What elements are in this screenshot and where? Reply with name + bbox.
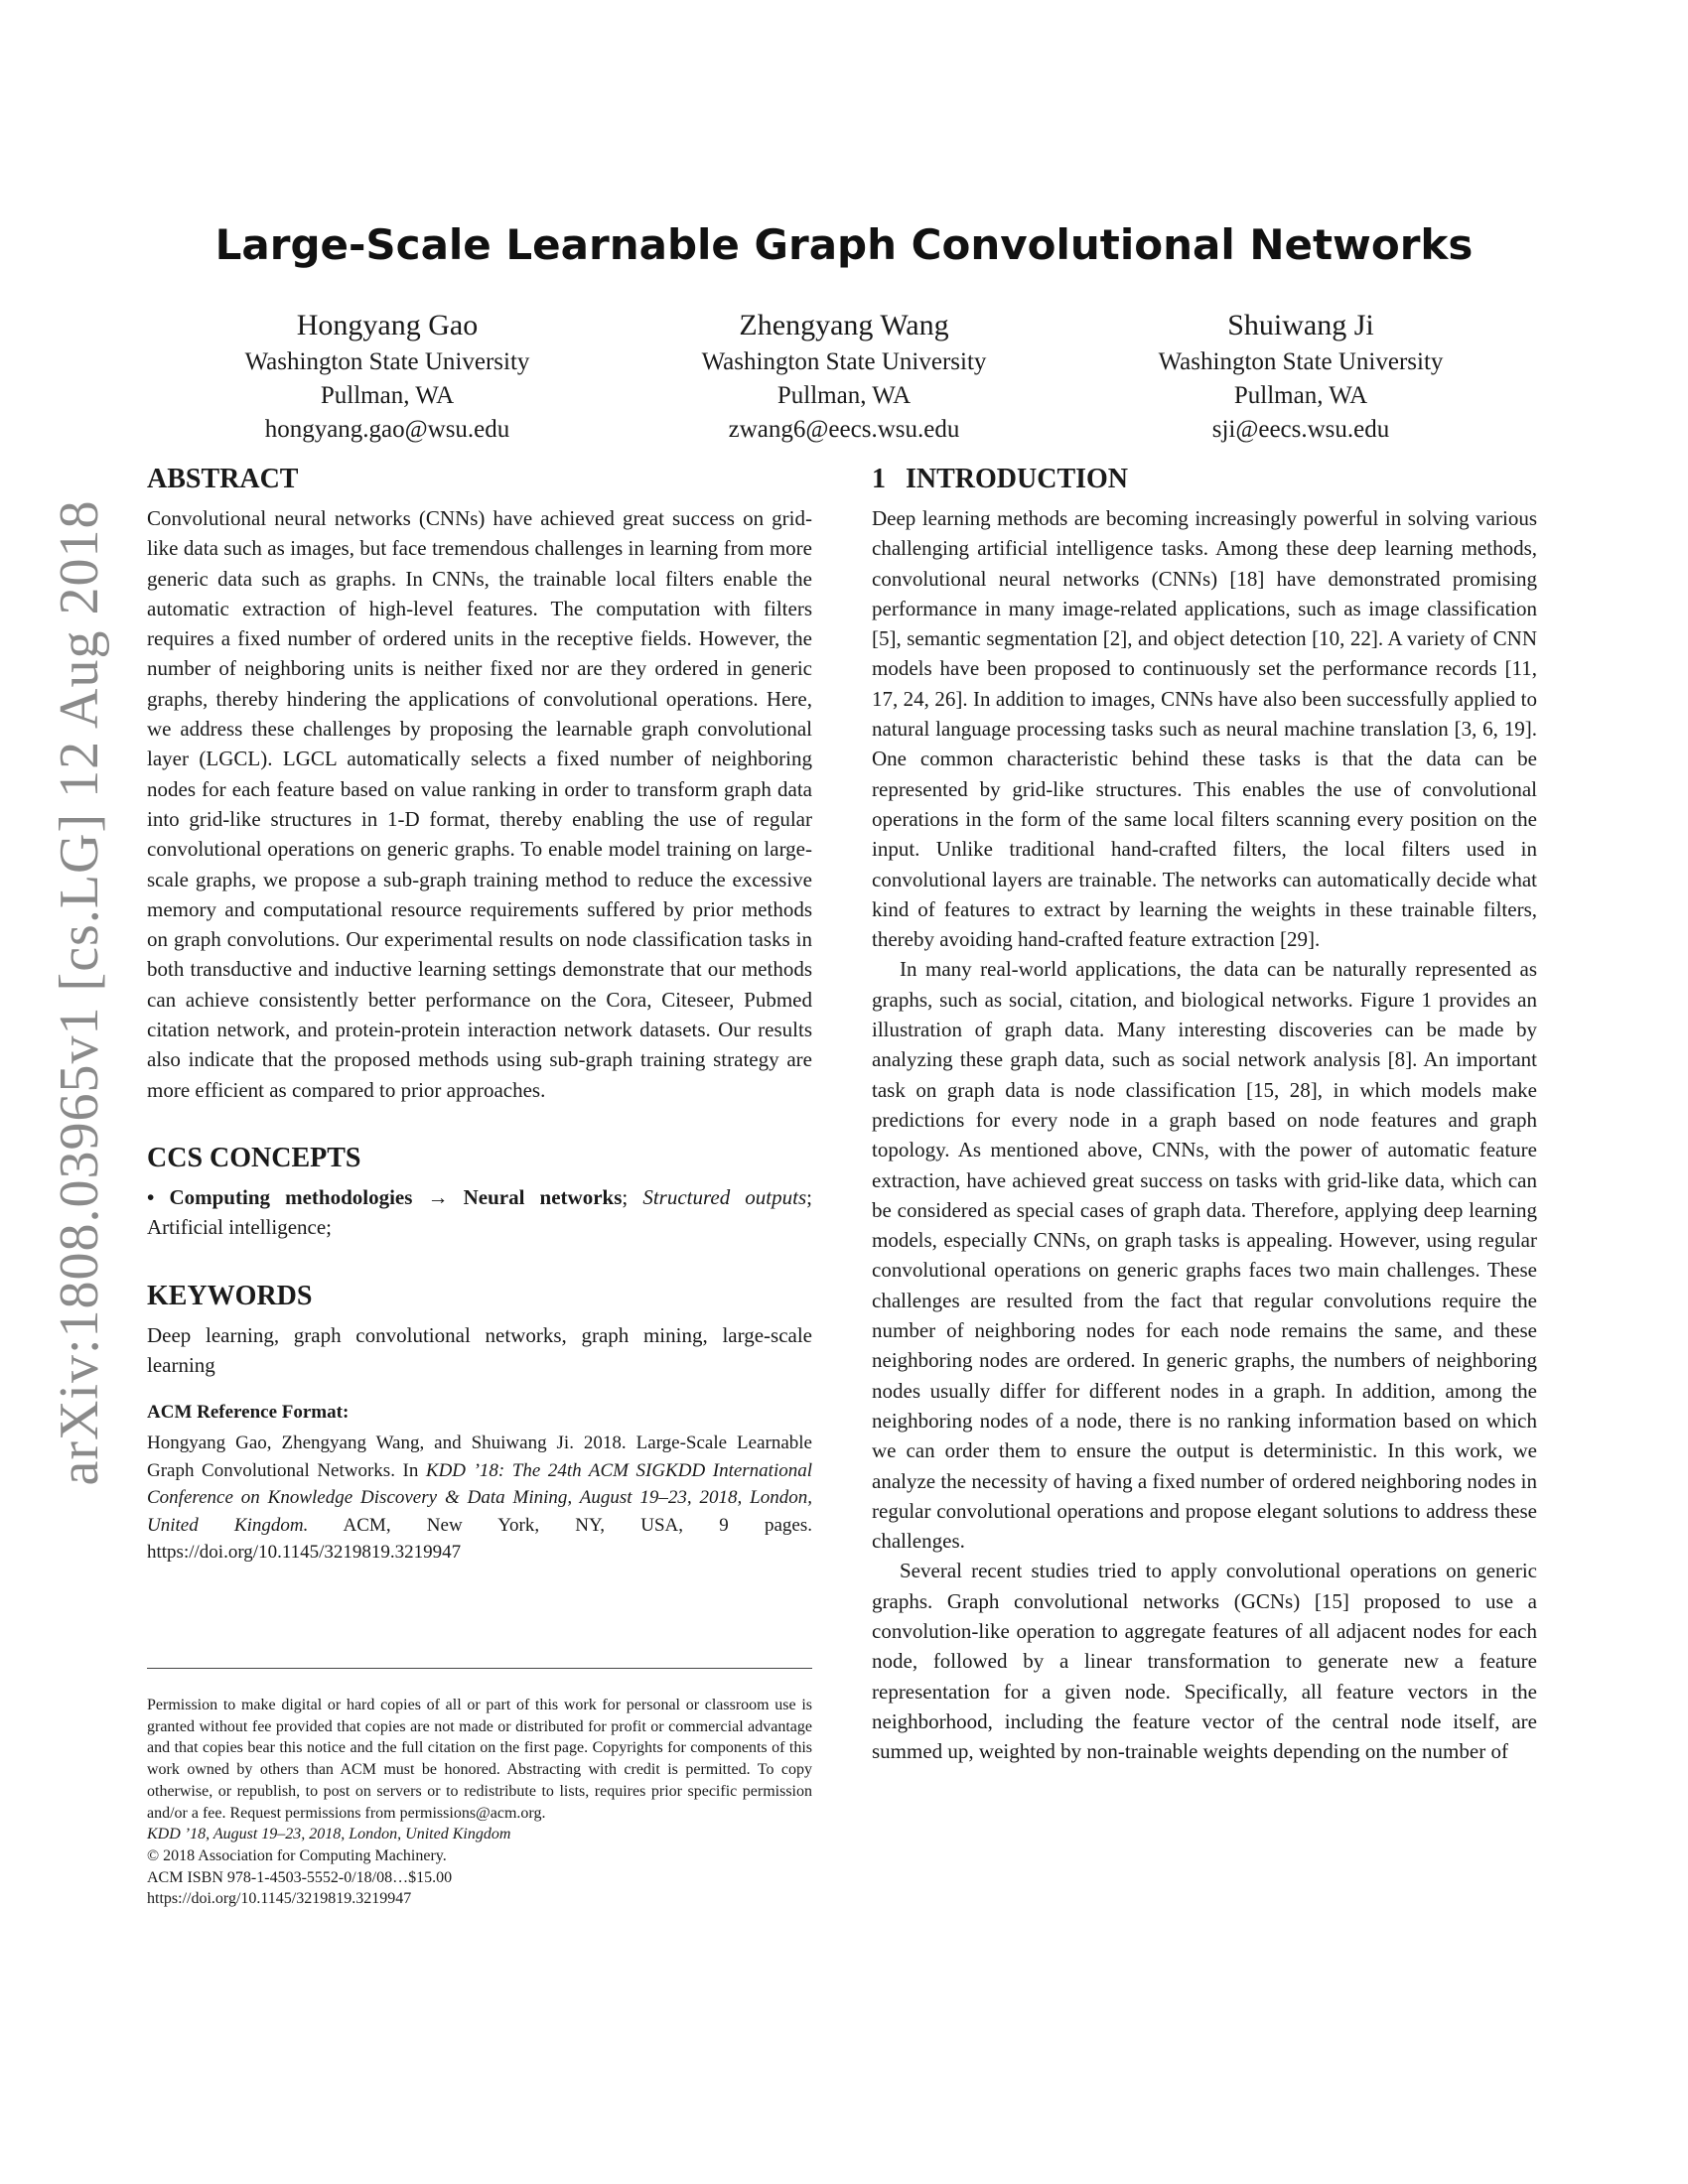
right-column — [872, 462, 1537, 1766]
acm-reference-text: Hongyang Gao, Zhengyang Wang, and Shuiwang Ji. 2018. Large-Scale Learnable Graph Convolutional Networks. In KDD ’18: The 24th ACM SIGKDD International Conference on Knowledge Discovery & Data Mining, August 19–23, 2018, London, United Kingdom. ACM, New York, NY, USA, 9 pages. https://doi.org/10.1145/3219819.3219947 — [147, 1433, 813, 1564]
author-affiliation: Washington State University — [701, 348, 987, 375]
ccs-concepts: • Computing methodologies → Neural networks; Structured outputs; Artificial intelligence; — [147, 1184, 812, 1240]
keywords-text: Deep learning, graph convolutional networks, graph mining, large-scale learning — [147, 1322, 812, 1377]
ccs-concept-secondary: Structured outputs — [642, 1184, 807, 1209]
footnote-divider — [147, 1668, 812, 1669]
ccs-bullet: • — [147, 1184, 155, 1209]
intro-paragraph: Deep learning methods are becoming increasingly powerful in solving various challenging artificial intelligence tasks. Among these deep learning methods, convolutional neural networks (CNNs) [18] have demonstrated promising performance in many image-related applications, such as image classification [5], semantic segmentation [2], and object detection [10, 22]. A variety of CNN models have been proposed to continuously set the performance records [11, 17, 24, 26]. In addition to images, CNNs have also been successfully applied to natural language processing tasks such as neural machine translation [3, 6, 19]. One common characteristic behind these tasks is that the data can be represented by grid-like structures. This enables the use of convolutional operations in the form of the same local filters scanning every position on the input. Unlike traditional hand-crafted filters, the local filters used in convolutional layers are trainable. The networks can automatically decide what kind of features to extract by learning the weights in these trainable filters, thereby avoiding hand-crafted feature extraction [29]. — [872, 506, 1537, 952]
arxiv-stamp: arXiv:1808.03965v1 [cs.LG] 12 Aug 2018 — [49, 499, 110, 1486]
author-email[interactable]: sji@eecs.wsu.edu — [1211, 416, 1390, 443]
author-location: Pullman, WA — [776, 382, 912, 409]
acm-reference-venue: KDD ’18: The 24th ACM SIGKDD International Conference on Knowledge Discovery & Data Mining, August 19–23, 2018, London, United Kingdom. — [147, 1459, 813, 1536]
ccs-concept-primary: Computing methodologies → Neural networks — [169, 1184, 623, 1209]
intro-paragraph: In many real-world applications, the data can be naturally represented as graphs, such as social, citation, and biological networks. Figure 1 provides an illustration of graph data. Many interesting discoveries can be made by analyzing these graph data, such as social network analysis [8]. An important task on graph data is node classification [15, 28], in which models make predictions for every node in a graph based on node features and graph topology. As mentioned above, CNNs, with the power of automatic feature extraction, have achieved great success on tasks with grid-like data, which can be considered as special cases of graph data. Therefore, applying deep learning models, especially CNNs, on graph tasks is appealing. However, using regular convolutional operations on generic graphs faces two main challenges. These challenges are resulted from the fact that regular convolutions require the number of neighboring nodes for each node remains the same, and these neighboring nodes are ordered. In generic graphs, the numbers of neighboring nodes usually differ for different nodes in a graph. In addition, among the neighboring nodes of a node, there is no ranking information based on which we can order them to ensure the output is deterministic. In this work, we analyze the necessity of having a fixed number of ordered neighboring nodes in regular convolutional operations and propose elegant solutions to address these challenges. — [872, 957, 1537, 1554]
author-block — [1102, 306, 1499, 447]
left-column — [147, 462, 812, 1567]
author-location: Pullman, WA — [320, 382, 455, 409]
author-name: Zhengyang Wang — [739, 309, 949, 341]
section-title: INTRODUCTION — [906, 464, 1129, 494]
acm-reference-heading: ACM Reference Format: — [147, 1402, 350, 1424]
footnote-doi[interactable]: https://doi.org/10.1145/3219819.3219947 — [147, 1890, 412, 1908]
author-affiliation: Washington State University — [1158, 348, 1444, 375]
permission-footnote — [147, 1695, 812, 1910]
author-name: Hongyang Gao — [296, 309, 479, 341]
author-email[interactable]: hongyang.gao@wsu.edu — [264, 416, 510, 443]
keywords-heading: KEYWORDS — [147, 1280, 313, 1311]
footnote-conference: KDD ’18, August 19–23, 2018, London, United Kingdom — [147, 1826, 511, 1843]
author-email[interactable]: zwang6@eecs.wsu.edu — [728, 416, 960, 443]
author-affiliation: Washington State University — [244, 348, 530, 375]
section-number: 1 — [872, 464, 886, 494]
author-block — [189, 306, 586, 447]
paper-title: Large-Scale Learnable Graph Convolutional Networks — [214, 220, 1474, 269]
intro-paragraph: Several recent studies tried to apply convolutional operations on generic graphs. Graph convolutional networks (GCNs) [15] proposed to use a convolution-like operation to aggregate features of all adjacent nodes for each node, followed by a linear transformation to generate new a feature representation for a given node. Specifically, all feature vectors in the neighborhood, including the feature vector of the central node itself, are summed up, weighted by non-trainable weights depending on the number of — [872, 1559, 1537, 1764]
section-heading-introduction — [872, 462, 1537, 497]
author-block — [645, 306, 1043, 447]
abstract-heading: ABSTRACT — [147, 464, 299, 494]
author-name: Shuiwang Ji — [1227, 309, 1374, 341]
abstract-text: Convolutional neural networks (CNNs) have achieved great success on grid-like data such as images, but face tremendous challenges in learning from more generic data such as graphs. In CNNs, the trainable local filters enable the automatic extraction of high-level features. The computation with filters requires a fixed number of ordered units in the receptive fields. However, the number of neighboring units is neither fixed nor are they ordered in generic graphs, thereby hindering the applications of convolutional operations. Here, we address these challenges by proposing the learnable graph convolutional layer (LGCL). LGCL automatically selects a fixed number of neighboring nodes for each feature based on value ranking in order to transform graph data into grid-like structures in 1-D format, thereby enabling the use of regular convolutional operations on generic graphs. To enable model training on large-scale graphs, we propose a sub-graph training method to reduce the excessive memory and computational resource requirements suffered by prior methods on graph convolutions. Our experimental results on node classification tasks in both transductive and inductive learning settings demonstrate that our methods can achieve consistently better performance on the Cora, Citeseer, Pubmed citation network, and protein-protein interaction network datasets. Our results also indicate that the proposed methods using sub-graph training strategy are more efficient as compared to prior approaches. — [147, 506, 812, 1102]
footnote-isbn: ACM ISBN 978-1-4503-5552-0/18/08…$15.00 — [147, 1868, 453, 1886]
footnote-copyright: © 2018 Association for Computing Machinery. — [147, 1846, 447, 1864]
ccs-heading: CCS CONCEPTS — [147, 1142, 361, 1173]
author-location: Pullman, WA — [1233, 382, 1368, 409]
ccs-concept-tertiary: Artificial intelligence; — [147, 1215, 333, 1240]
permission-text: Permission to make digital or hard copies of all or part of this work for personal or classroom use is granted without fee provided that copies are not made or distributed for profit or commercial advantage and that copies bear this notice and the full citation on the first page. Copyrights for components of this work owned by others than ACM must be honored. Abstracting with credit is permitted. To copy otherwise, or republish, to post on servers or to redistribute to lists, requires prior specific permission and/or a fee. Request permissions from permissions@acm.org. — [147, 1697, 812, 1822]
